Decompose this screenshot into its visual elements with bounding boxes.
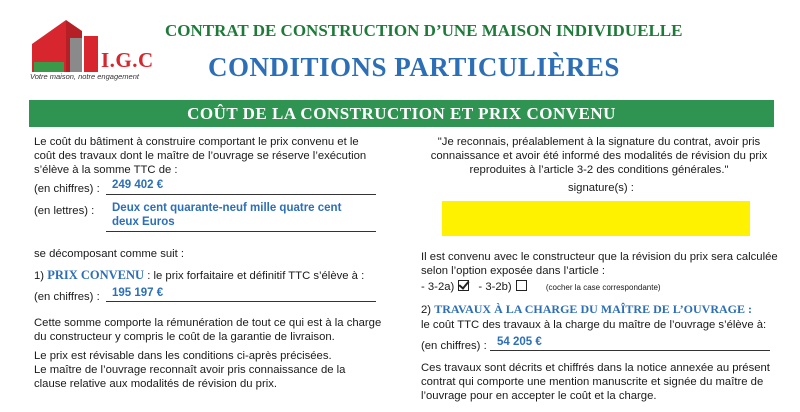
travaux-text: le coût TTC des travaux à la charge du maître de l’ouvrage s’élève à: [421, 319, 767, 331]
travaux-title: TRAVAUX À LA CHARGE DU MAÎTRE DE L’OUVRAGE : [434, 302, 753, 316]
fill-line [106, 194, 376, 195]
ces-line: Ces travaux sont décrits et chiffrés dans la notice annexée au présent [421, 362, 770, 374]
total-lettres-value-1: Deux cent quarante-neuf mille quatre cent [112, 202, 342, 214]
somme-paragraph [34, 317, 381, 345]
somme-line: Cette somme comporte la rémunération de tout ce qui est à la charge [34, 317, 382, 329]
fill-line [490, 350, 770, 351]
maitre-line: clause relative aux modalités de révision du prix. [34, 377, 278, 390]
travaux-chiffres-value: 54 205 € [497, 336, 542, 348]
signature-field[interactable] [442, 201, 750, 236]
prix-convenu-text: : le prix forfaitaire et définitif TTC s’élève à : [144, 270, 365, 282]
option-3-2b-label: - 3-2b) [478, 281, 512, 293]
reconnais-quote [424, 136, 774, 177]
revision-options [421, 280, 661, 295]
travaux-number: 2) [421, 304, 432, 316]
somme-line: du constructeur y compris le coût de la garantie de livraison. [34, 330, 335, 343]
travaux-chiffres-label: (en chiffres) : [421, 340, 487, 352]
intro-line: s’élève à la somme TTC de : [34, 163, 178, 176]
convenu-paragraph [421, 251, 778, 279]
section-banner [29, 100, 774, 127]
prix-convenu-title: PRIX CONVENU [47, 268, 145, 282]
logo-slogan: Votre maison, notre engagement [30, 72, 139, 81]
igc-logo-mark [30, 14, 100, 72]
signature-label: signature(s) : [568, 182, 634, 194]
intro-line: coût des travaux dont le maître de l’ouvrage se réserve l’exécution [34, 149, 367, 162]
fill-line [106, 301, 376, 302]
prix-convenu-number: 1) [34, 270, 45, 282]
intro-line: Le coût du bâtiment à construire comportant le prix convenu et le [34, 136, 359, 148]
convenu-line: Il est convenu avec le constructeur que la révision du prix sera calculée [421, 251, 778, 263]
maitre-paragraph [34, 364, 345, 392]
intro-paragraph [34, 136, 366, 177]
cocher-hint: (cocher la case correspondante) [545, 283, 661, 292]
quote-line: reproduites à l’article 3-2 des conditions générales." [469, 163, 729, 176]
total-chiffres-value: 249 402 € [112, 179, 164, 191]
decompose-text: se décomposant comme suit : [34, 248, 185, 260]
total-lettres-value-2: deux Euros [112, 216, 175, 228]
fill-line [106, 231, 376, 232]
convenu-line: selon l’option exposée dans l’article : [421, 264, 605, 277]
maitre-line: Le maître de l’ouvrage reconnaît avoir pris connaissance de la [34, 364, 346, 376]
ces-line: l’ouvrage pour en accepter le coût et la charge. [421, 389, 657, 402]
option-3-2a-checkbox[interactable] [458, 280, 469, 291]
ces-line: contrat qui comporte une mention manuscrite et signée du maître de [421, 375, 764, 388]
page-title: CONDITIONS PARTICULIÈRES [208, 52, 620, 82]
revisable-text: Le prix est révisable dans les conditions ci-après précisées. [34, 350, 332, 362]
ces-paragraph [421, 362, 770, 403]
igc-logo-text: I.G.C [101, 48, 154, 72]
prix-convenu-heading [34, 269, 364, 284]
travaux-heading [421, 303, 752, 318]
prix-chiffres-value: 195 197 € [112, 287, 164, 299]
quote-line: "Je reconnais, préalablement à la signature du contrat, avoir pris [437, 136, 761, 148]
section-banner-title: COÛT DE LA CONSTRUCTION ET PRIX CONVENU [187, 104, 616, 123]
option-3-2b-checkbox[interactable] [516, 280, 527, 291]
prix-chiffres-label: (en chiffres) : [34, 291, 100, 303]
document-title: CONTRAT DE CONSTRUCTION D’UNE MAISON INDIVIDUELLE [165, 21, 683, 40]
total-lettres-label: (en lettres) : [34, 205, 95, 217]
option-3-2a-label: - 3-2a) [421, 281, 455, 293]
total-chiffres-label: (en chiffres) : [34, 183, 100, 195]
quote-line: connaissance et avoir été informé des modalités de révision du prix [430, 149, 768, 162]
